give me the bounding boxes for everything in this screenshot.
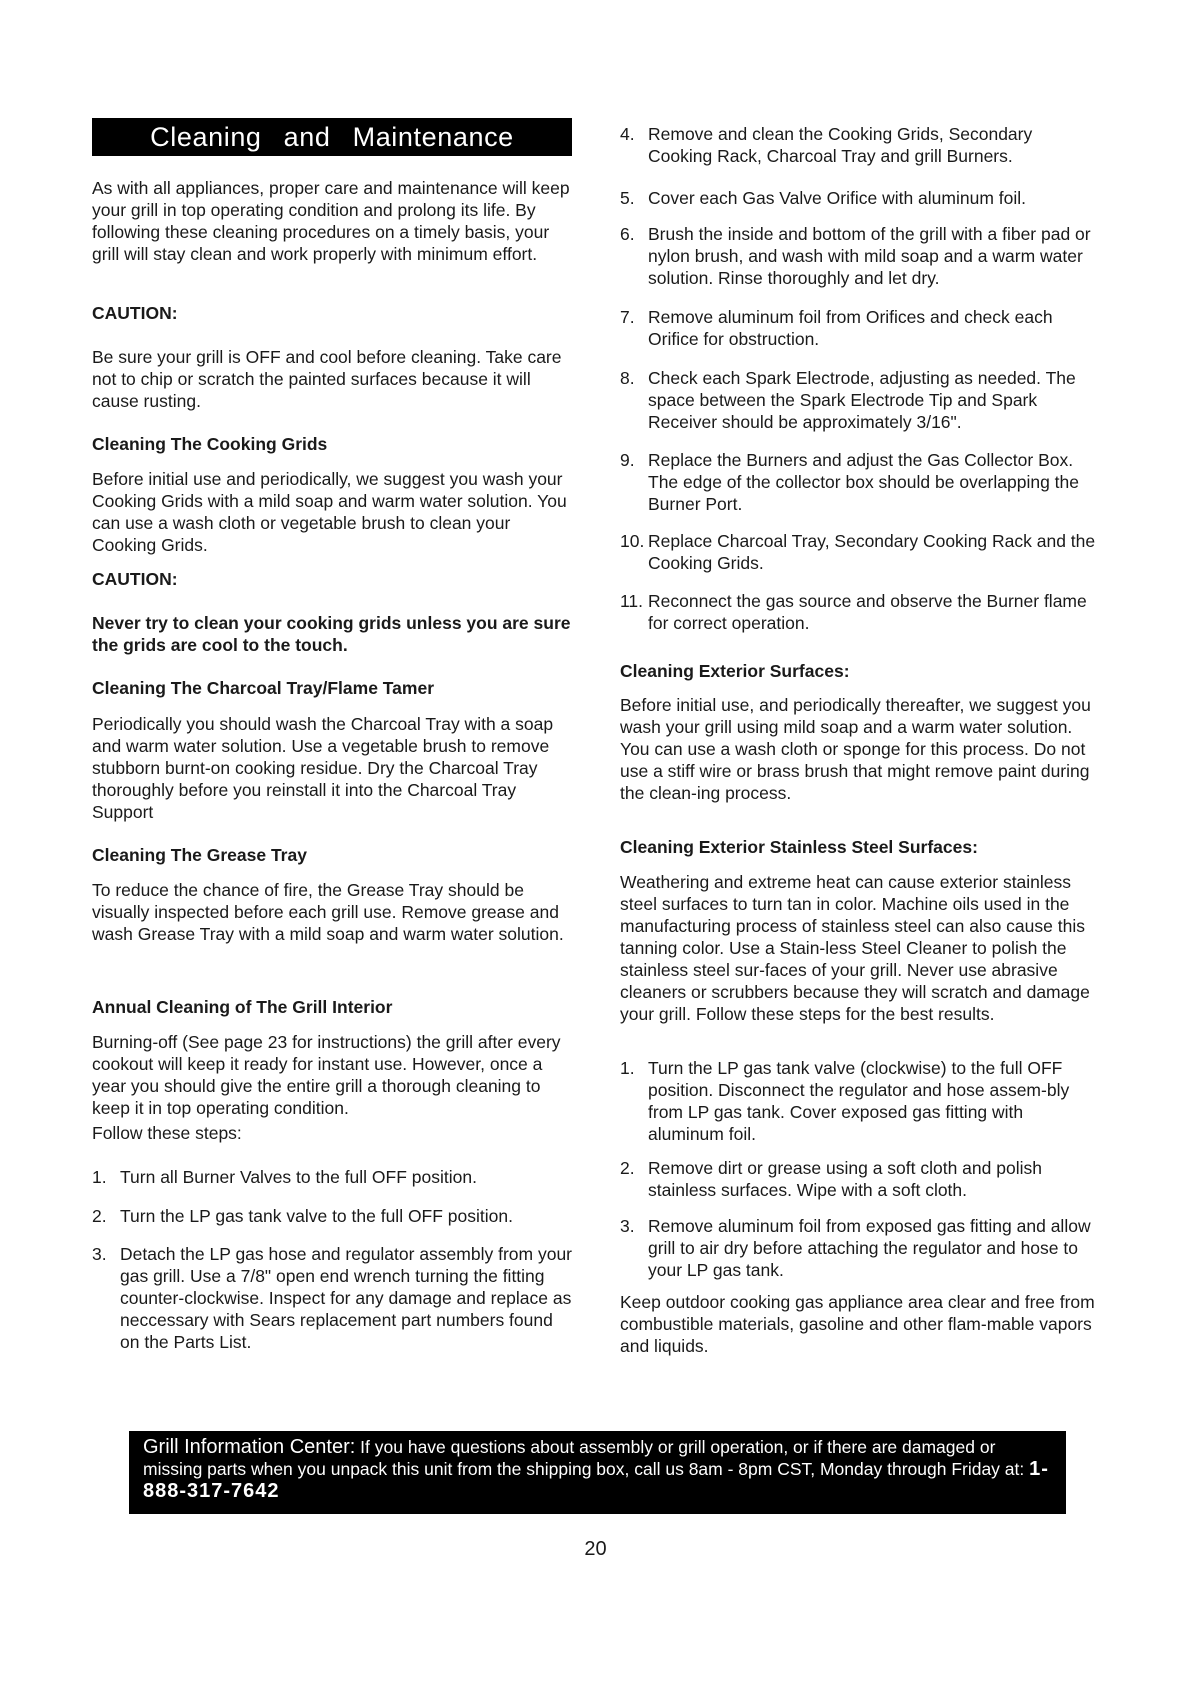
list-item [620,1157,1100,1201]
step-number: 8. [620,368,635,388]
follow-steps-text: Follow these steps: [92,1123,242,1143]
step-text: Remove aluminum foil from Orifices and check each Orifice for obstruction. [648,307,1053,349]
caution-paragraph: Be sure your grill is OFF and cool before cleaning. Take care not to chip or scratch the painted surfaces because it will cause rusting. [92,347,562,411]
page-number: 20 [584,1538,607,1560]
list-item [620,367,1100,433]
list-item [620,223,1100,289]
phone-number: 1-888-317-7642 [143,1458,1049,1502]
step-text: Brush the inside and bottom of the grill with a fiber pad or nylon brush, and wash with mild soap and a warm water solution. Rinse thoroughly and let dry. [648,224,1091,288]
step-number: 5. [620,188,635,208]
cooking-grids-paragraph: Before initial use and periodically, we suggest you wash your Cooking Grids with a mild soap and warm water solution. You can use a wash cloth or vegetable brush to clean your Cooking Grids. [92,469,567,555]
step-number: 10. [620,531,645,551]
stainless-steel-paragraph: Weathering and extreme heat can cause exterior stainless steel surfaces to turn tan in color. Machine oils used in the manufacturing process of stainless steel can also cause this tanning color. Use a Stain-less Steel Cleaner to polish the stainless steel sur-faces of your grill. Never use abrasive cleaners or scrubbers because they will scratch and damage your grill. Follow these steps for the best results. [620,872,1090,1024]
step-text: Detach the LP gas hose and regulator assembly from your gas grill. Use a 7/8" open end wrench turning the fitting counter-clockwise. Inspect for any damage and replace as neccessary with Sears replacement part numbers found on the Parts List. [120,1244,573,1352]
list-item [620,590,1100,634]
list-item [92,1205,572,1227]
caution-heading: CAUTION: [92,303,178,323]
step-text: Replace Charcoal Tray, Secondary Cooking Rack and the Cooking Grids. [648,531,1096,573]
step-number: 1. [92,1167,107,1187]
intro-paragraph: As with all appliances, proper care and maintenance will keep your grill in top operating condition and prolong its life. By following these cleaning procedures on a timely basis, your grill will stay clean and work properly with minimum effort. [92,178,570,264]
step-number: 9. [620,450,635,470]
annual-cleaning-paragraph: Burning-off (See page 23 for instructions) the grill after every cookout will keep it ready for instant use. However, once a year you should give the entire grill a thorough cleaning to keep it in top operating condition. [92,1032,561,1118]
list-item [620,1215,1100,1281]
exterior-surfaces-paragraph: Before initial use, and periodically thereafter, we suggest you wash your grill using mild soap and a warm water solution. You can use a wash cloth or sponge for this process. Do not use a stiff wire or brass brush that might remove paint during the clean-ing process. [620,695,1091,803]
step-text: Turn the LP gas tank valve to the full OFF position. [120,1206,513,1226]
step-text: Reconnect the gas source and observe the Burner flame for correct operation. [648,591,1087,633]
step-text: Turn the LP gas tank valve (clockwise) to the full OFF position. Disconnect the regulator and hose assem-bly from LP gas tank. Cover exposed gas fitting with aluminum foil. [648,1058,1070,1144]
step-text: Replace the Burners and adjust the Gas Collector Box. The edge of the collector box should be overlapping the Burner Port. [648,450,1079,514]
list-item [92,1166,572,1188]
charcoal-tray-heading: Cleaning The Charcoal Tray/Flame Tamer [92,678,435,698]
list-item [620,449,1100,515]
cooking-grids-heading: Cleaning The Cooking Grids [92,434,328,454]
grease-tray-heading: Cleaning The Grease Tray [92,845,307,865]
annual-cleaning-heading: Annual Cleaning of The Grill Interior [92,997,393,1017]
step-number: 3. [620,1216,635,1236]
section-title-banner: Cleaning and Maintenance [92,118,572,156]
caution-heading-2: CAUTION: [92,569,178,589]
list-item [92,1243,572,1353]
list-item [620,1057,1100,1145]
step-number: 1. [620,1058,635,1078]
info-center-label: Grill Information Center: [143,1436,356,1458]
grids-warning: Never try to clean your cooking grids unless you are sure the grids are cool to the touch. [92,613,571,655]
info-center-text: If you have questions about assembly or grill operation, or if there are damaged or missing parts when you unpack this unit from the shipping box, call us 8am - 8pm CST, Monday through Friday at: [143,1437,1025,1479]
step-text: Cover each Gas Valve Orifice with aluminum foil. [648,188,1027,208]
list-item [620,306,1100,350]
step-text: Remove aluminum foil from exposed gas fitting and allow grill to air dry before attaching the regulator and hose to your LP gas tank. [648,1216,1091,1280]
step-text: Remove and clean the Cooking Grids, Secondary Cooking Rack, Charcoal Tray and grill Burners. [648,124,1033,166]
step-text: Remove dirt or grease using a soft cloth and polish stainless surfaces. Wipe with a soft cloth. [648,1158,1042,1200]
grease-tray-paragraph: To reduce the chance of fire, the Grease Tray should be visually inspected before each grill use. Remove grease and wash Grease Tray with a mild soap and warm water solution. [92,880,564,944]
list-item [620,530,1100,574]
step-number: 2. [620,1158,635,1178]
step-number: 2. [92,1206,107,1226]
charcoal-tray-paragraph: Periodically you should wash the Charcoal Tray with a soap and warm water solution. Use a vegetable brush to remove stubborn burnt-on cooking residue. Dry the Charcoal Tray thoroughly before you reinstall it into the Charcoal Tray Support [92,714,554,822]
step-text: Check each Spark Electrode, adjusting as needed. The space between the Spark Electrode Tip and Spark Receiver should be approximately 3/16". [648,368,1076,432]
closing-paragraph: Keep outdoor cooking gas appliance area clear and free from combustible materials, gasoline and other flam-mable vapors and liquids. [620,1292,1095,1356]
step-number: 4. [620,124,635,144]
list-item [620,123,1100,167]
exterior-surfaces-heading: Cleaning Exterior Surfaces: [620,661,850,681]
list-item [620,187,1100,209]
step-number: 3. [92,1244,107,1264]
step-text: Turn all Burner Valves to the full OFF position. [120,1167,477,1187]
grill-information-center-box [129,1431,1066,1514]
stainless-steel-heading: Cleaning Exterior Stainless Steel Surfaces: [620,837,978,857]
step-number: 11. [620,591,644,611]
step-number: 6. [620,224,635,244]
step-number: 7. [620,307,635,327]
